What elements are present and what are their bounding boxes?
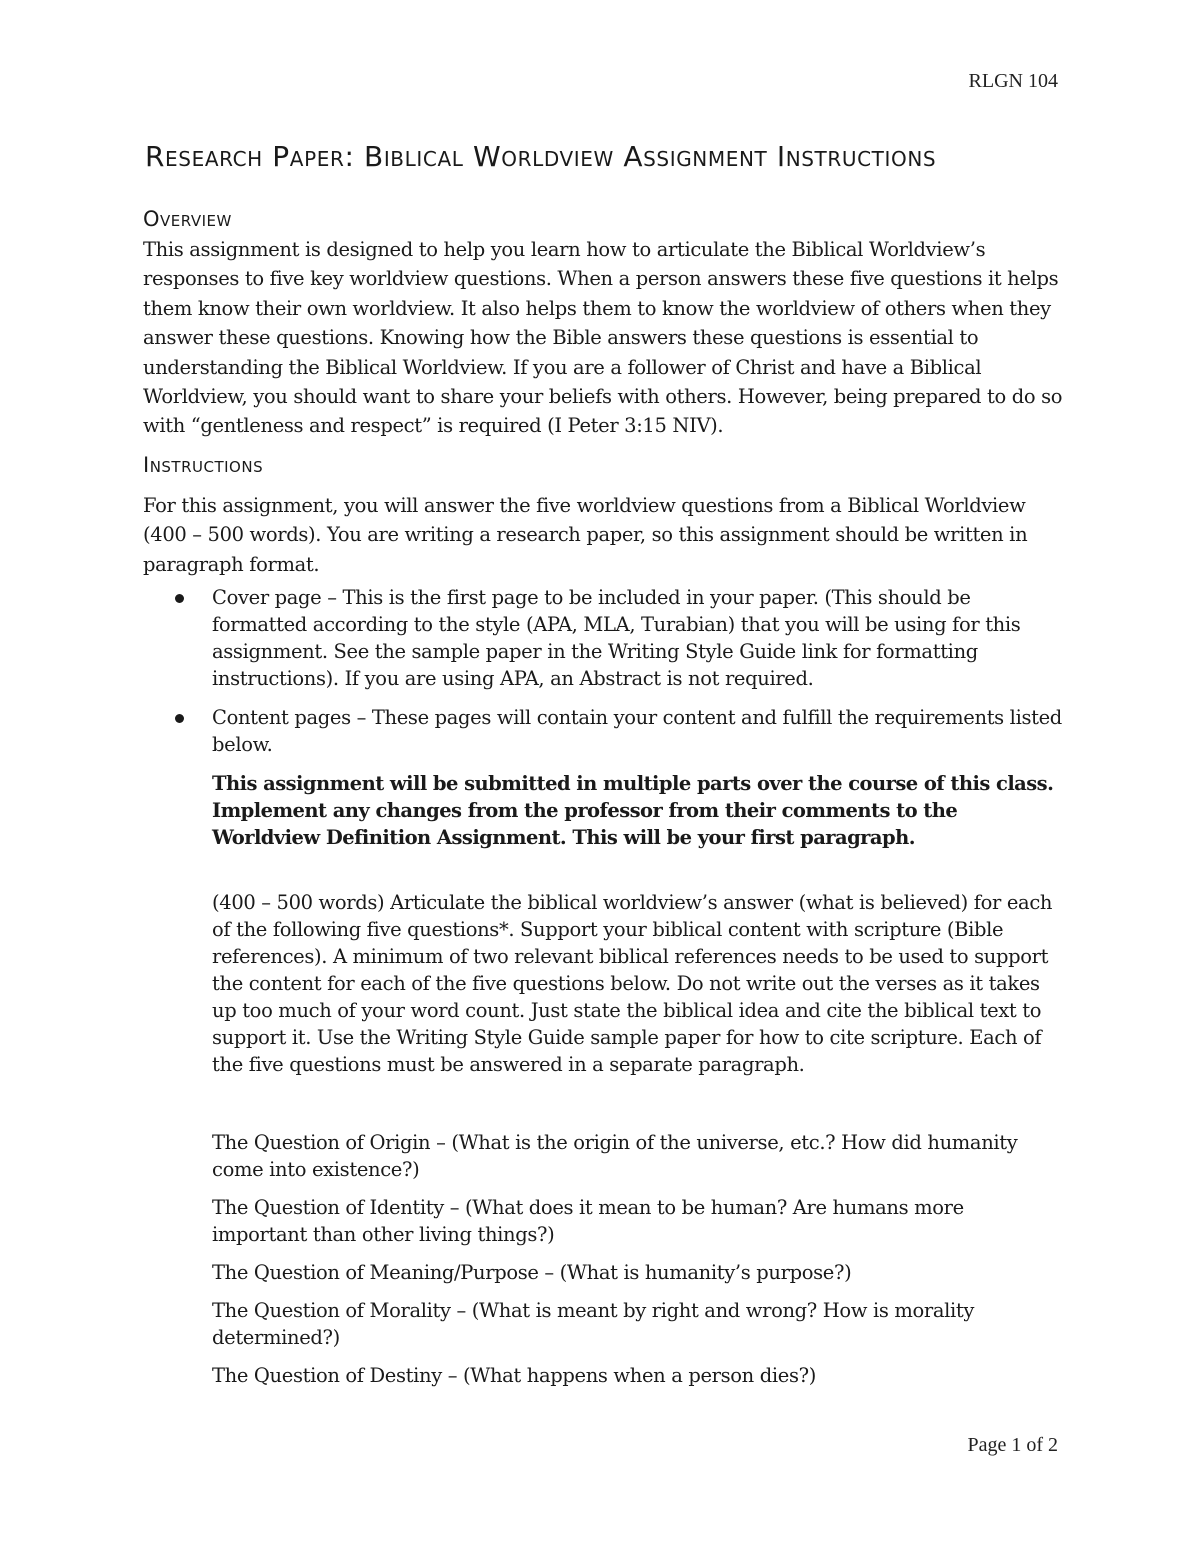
list-item: The Question of Meaning/Purpose – (What is humanity’s purpose?): [212, 1261, 852, 1284]
course-code-header: RLGN 104: [968, 70, 1058, 92]
list-item: The Question of Destiny – (What happens when a person dies?): [212, 1364, 816, 1387]
list-item: [143, 704, 1063, 758]
instructions-intro-paragraph: For this assignment, you will answer the five worldview questions from a Biblical Worldview (400 – 500 words). You are writing a research paper, so this assignment should be written in paragraph format.: [143, 494, 1028, 576]
list-item: The Question of Identity – (What does it mean to be human? Are humans more important than other living things?): [212, 1196, 964, 1246]
list-item: [143, 584, 1063, 692]
list-item: The Question of Origin – (What is the origin of the universe, etc.? How did humanity come into existence?): [212, 1131, 1018, 1181]
bullet-icon: [175, 594, 184, 603]
list-item: The Question of Morality – (What is meant by right and wrong? How is morality determined?): [212, 1299, 975, 1349]
worldview-questions-list: [212, 1129, 1062, 1400]
bullet-text: Cover page – This is the first page to be included in your paper. (This should be formatted according to the style (APA, MLA, Turabian) that you will be using for this assignment. See the sample paper in the Writing Style Guide link for formatting instructions). If you are using APA, an Abstract is not required.: [212, 586, 1021, 690]
document-title: Research Paper: Biblical Worldview Assignment Instructions: [145, 140, 937, 173]
overview-heading: Overview: [143, 207, 232, 231]
instructions-bullet-list: [143, 584, 1063, 758]
page-number-footer: Page 1 of 2: [967, 1434, 1058, 1456]
content-requirements-paragraph: (400 – 500 words) Articulate the biblical worldview’s answer (what is believed) for each of the following five questions*. Support your biblical content with scripture (Bible references). A minimum of two relevant biblical references needs to be used to support the content for each of the five questions below. Do not write out the verses as it takes up too much of your word count. Just state the biblical idea and cite the biblical text to support it. Use the Writing Style Guide sample paper for how to cite scripture. Each of the five questions must be answered in a separate paragraph.: [212, 891, 1053, 1076]
bullet-icon: [175, 714, 184, 723]
instructions-heading: Instructions: [143, 453, 264, 477]
submission-note: This assignment will be submitted in multiple parts over the course of this class. Implement any changes from the professor from their comments to the Worldview Definition Assignment. This will be your first paragraph.: [212, 772, 1054, 849]
overview-paragraph: This assignment is designed to help you learn how to articulate the Biblical Worldview’s responses to five key worldview questions. When a person answers these five questions it helps them know their own worldview. It also helps them to know the worldview of others when they answer these questions. Knowing how the Bible answers these questions is essential to understanding the Biblical Worldview. If you are a follower of Christ and have a Biblical Worldview, you should want to share your beliefs with others. However, being prepared to do so with “gentleness and respect” is required (I Peter 3:15 NIV).: [143, 238, 1063, 438]
bullet-text: Content pages – These pages will contain your content and fulfill the requirements listed below.: [212, 706, 1062, 756]
